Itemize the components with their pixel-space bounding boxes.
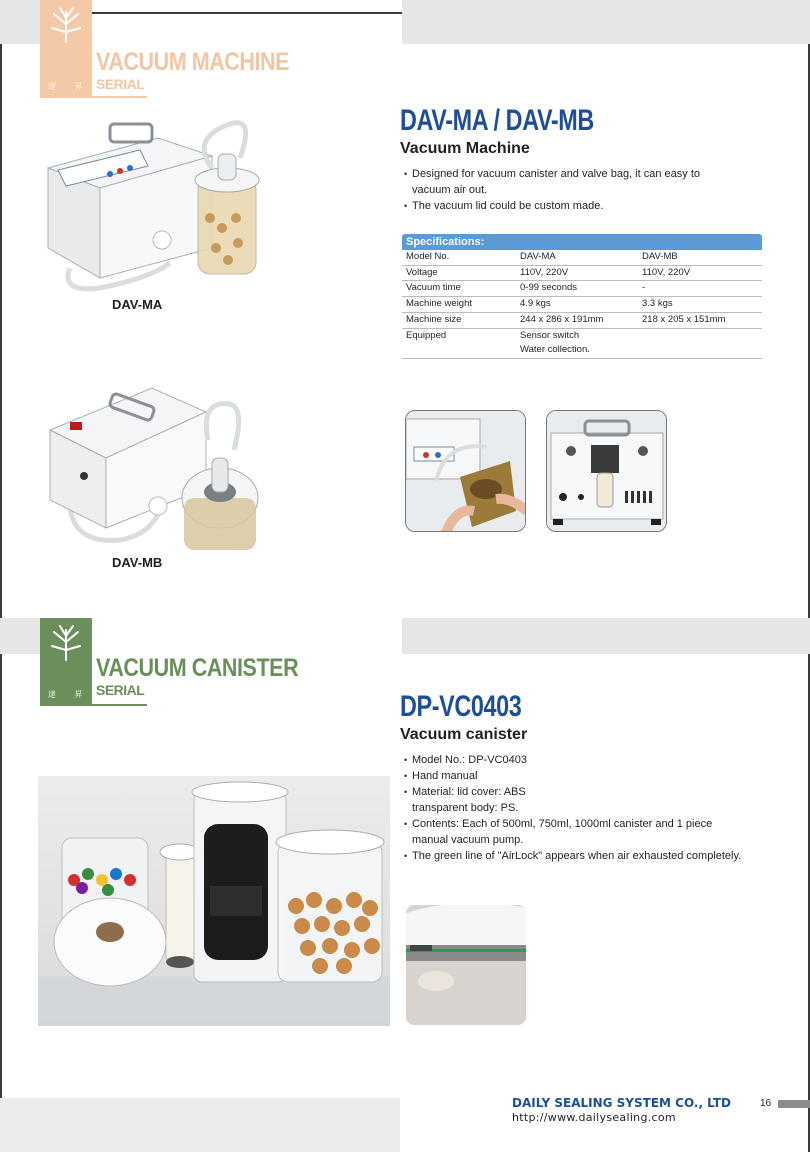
table-cell: Vacuum time (406, 282, 461, 294)
hands-using-machine-image (406, 411, 526, 532)
feature-item: • The vacuum lid could be custom made. (404, 198, 754, 214)
machine-back-image (547, 411, 667, 532)
dav-ma-product-image (40, 118, 270, 296)
company-url[interactable]: http://www.dailysealing.com (512, 1111, 676, 1124)
feature-item: transparent body: PS. (412, 802, 519, 814)
feature-item: • Designed for vacuum canister and valve bag, it can easy to (404, 166, 754, 182)
table-cell: Model No. (406, 251, 450, 262)
table-cell: 110V, 220V (642, 266, 691, 278)
feature-item: vacuum air out. (412, 184, 488, 196)
dav-mb-product-image (40, 380, 270, 556)
title-underline (92, 96, 147, 98)
product-name: Vacuum canister (400, 726, 528, 743)
product-code: DP-VC0403 (400, 690, 522, 723)
table-cell: Voltage (406, 266, 438, 278)
table-cell: Equipped (406, 329, 447, 341)
table-cell: - (642, 282, 646, 294)
section-logo (40, 0, 92, 98)
table-cell: 4.9 kgs (520, 298, 551, 310)
product-name: Vacuum Machine (400, 140, 530, 157)
feature-list (404, 752, 764, 864)
table-row (402, 250, 762, 266)
feature-item: • Material: lid cover: ABS (404, 784, 764, 800)
table-cell: DAV-MA (520, 251, 556, 262)
spec-table (402, 234, 762, 359)
canister-set-image (38, 776, 390, 1026)
table-row (402, 343, 762, 359)
title-underline (92, 704, 147, 706)
logo-chinese-text: 達 昇 (48, 690, 91, 699)
feature-item: • The green line of "AirLock" appears when air exhausted completely. (404, 848, 764, 864)
spec-table-header: Specifications: (402, 234, 762, 250)
table-cell: Sensor switch (520, 329, 580, 341)
table-cell: Water collection. (520, 344, 590, 356)
plant-logo-icon (46, 4, 86, 44)
section-band (402, 618, 810, 654)
table-cell (402, 343, 520, 358)
table-row (402, 329, 762, 344)
table-row (402, 266, 762, 282)
table-cell: Machine weight (406, 298, 473, 310)
airlock-detail-image (406, 905, 526, 1025)
logo-chinese-text: 達 昇 (48, 82, 91, 91)
feature-item: manual vacuum pump. (412, 834, 524, 846)
section-band (0, 618, 40, 654)
airlock-detail-photo (406, 905, 526, 1025)
machine-back-photo (546, 410, 667, 532)
table-cell (642, 329, 762, 344)
product-code: DAV-MA / DAV-MB (400, 104, 594, 137)
image-caption: DAV-MA (112, 297, 163, 312)
feature-item: • Model No.: DP-VC0403 (404, 752, 764, 768)
table-cell: 110V, 220V (520, 266, 569, 278)
section-title: VACUUM MACHINE (96, 48, 290, 76)
company-name: DAILY SEALING SYSTEM CO., LTD (512, 1096, 731, 1110)
header-band (402, 0, 810, 44)
table-row (402, 313, 762, 329)
feature-list (404, 166, 754, 214)
section-logo (40, 618, 92, 706)
table-cell (642, 343, 762, 358)
section-subtitle: SERIAL (96, 682, 145, 698)
table-cell: 244 x 286 x 191mm (520, 313, 604, 325)
feature-item: • Contents: Each of 500ml, 750ml, 1000ml canister and 1 piece (404, 816, 764, 832)
table-row (402, 281, 762, 297)
table-row (402, 297, 762, 313)
table-cell: 218 x 205 x 151mm (642, 313, 726, 325)
page-number: 16 (760, 1098, 772, 1109)
table-cell: 3.3 kgs (642, 298, 673, 310)
section-subtitle: SERIAL (96, 76, 145, 92)
usage-photo (405, 410, 526, 532)
footer-band (0, 1098, 400, 1152)
image-caption: DAV-MB (112, 555, 163, 570)
feature-item: • Hand manual (404, 768, 764, 784)
page-tab (778, 1100, 810, 1108)
table-cell: DAV-MB (642, 251, 678, 262)
header-band (0, 0, 40, 44)
plant-logo-icon (46, 622, 86, 662)
section-title: VACUUM CANISTER (96, 654, 299, 682)
table-cell: 0-99 seconds (520, 282, 578, 294)
table-cell: Machine size (406, 313, 462, 325)
